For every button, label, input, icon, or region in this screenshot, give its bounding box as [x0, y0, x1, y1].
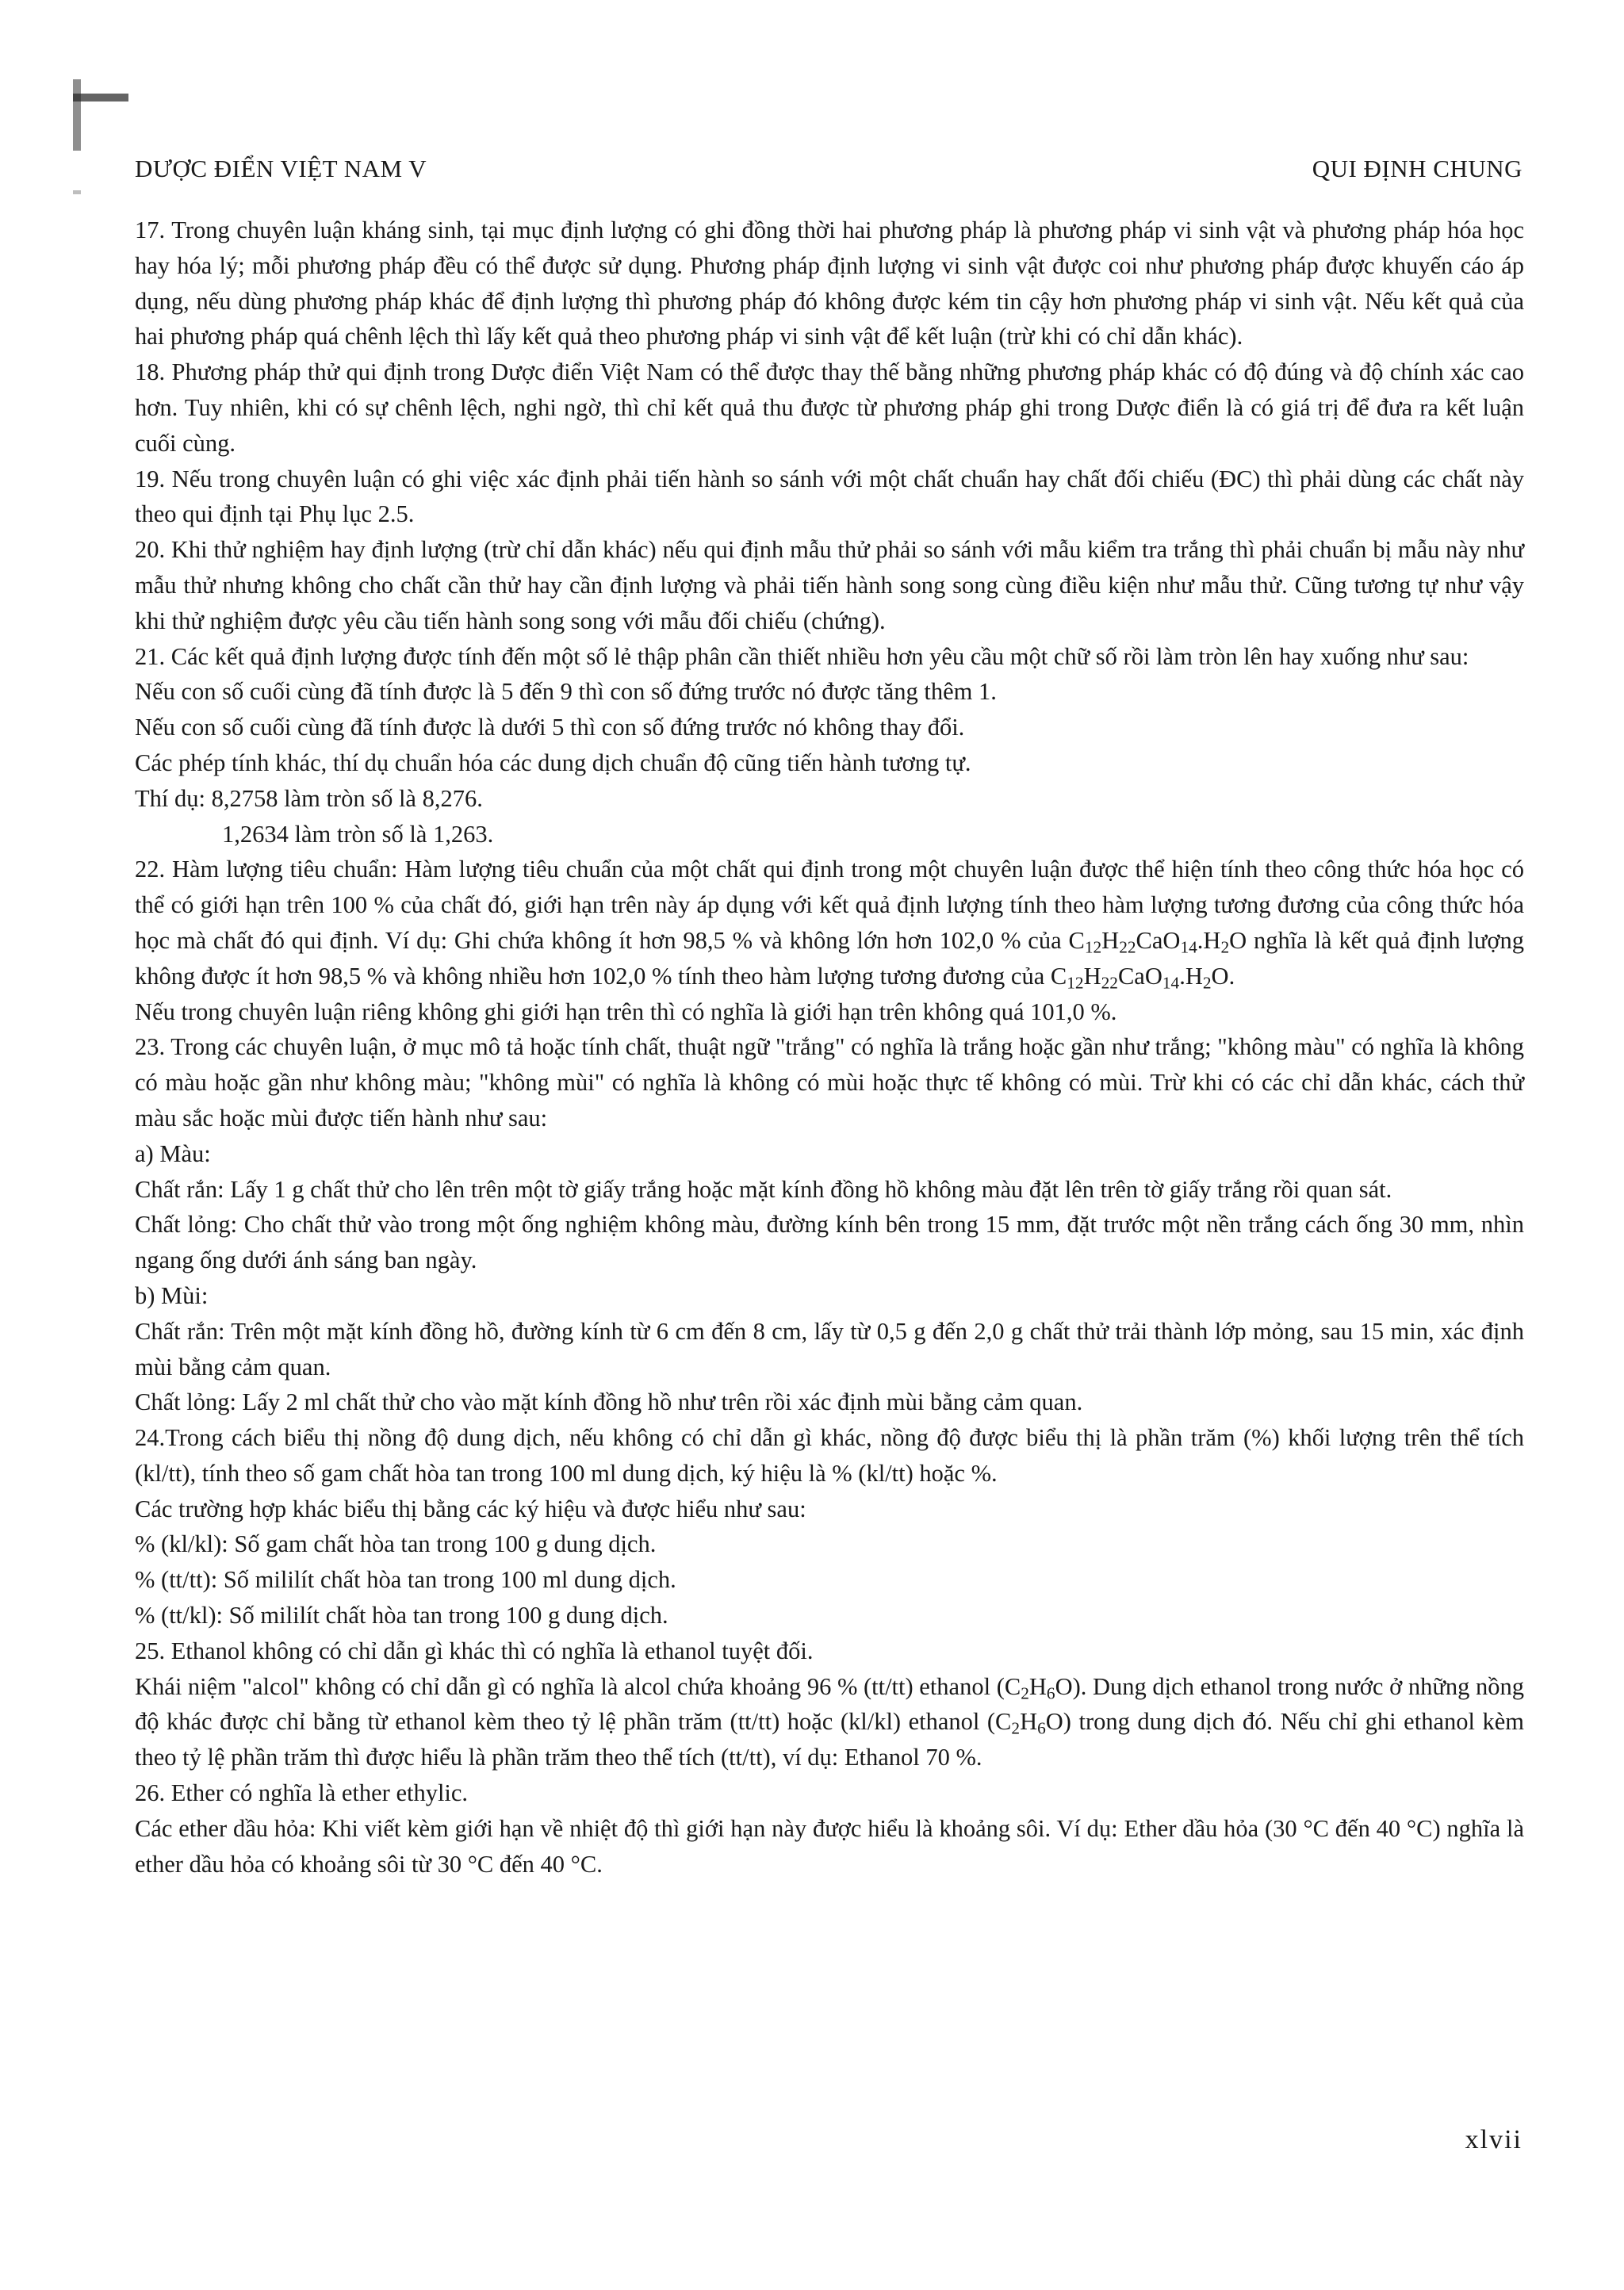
page-number: xlvii: [1465, 2125, 1522, 2154]
odor-heading: b) Mùi:: [135, 1281, 209, 1309]
rounding-example-1: Thí dụ: 8,2758 làm tròn số là 8,276.: [135, 784, 483, 812]
odor-solid: Chất rắn: Trên một mặt kính đồng hồ, đường kính từ 6 cm đến 8 cm, lấy từ 0,5 g đến 2,0 g chất thử trải thành lớp mỏng, sau 15 min, xác định mùi bằng cảm quan.: [135, 1317, 1524, 1381]
paragraph-22-text-b: nghĩa là kết quả định lượng không được ít hơn 98,5 % và không nhiều hơn 102,0 % tính theo hàm lượng tương đương của: [135, 926, 1524, 990]
rounding-rule-down: Nếu con số cuối cùng đã tính được là dưới 5 thì con số đứng trước nó không thay đổi.: [135, 714, 965, 741]
paragraph-25: 25. Ethanol không có chỉ dẫn gì khác thì có nghĩa là ethanol tuyệt đối.: [135, 1637, 814, 1664]
rounding-rule-up: Nếu con số cuối cùng đã tính được là 5 đến 9 thì con số đứng trước nó được tăng thêm 1.: [135, 678, 997, 706]
formula-ethanol-1: $C_2H_6O$: [1004, 1672, 1073, 1702]
other-notations: Các trường hợp khác biểu thị bằng các ký hiệu và được hiểu như sau:: [135, 1495, 806, 1522]
page-header: [135, 155, 1522, 193]
paragraph-18: 18. Phương pháp thử qui định trong Dược điển Việt Nam có thể được thay thế bằng những phương pháp khác có độ đúng và độ chính xác cao hơn. Tuy nhiên, khi có sự chênh lệch, nghi ngờ, thì chỉ kết quả thu được từ phương pháp ghi trong Dược điển là có giá trị để đưa ra kết luận cuối cùng.: [135, 358, 1524, 457]
paragraph-21: 21. Các kết quả định lượng được tính đến một số lẻ thập phân cần thiết nhiều hơn yêu cầu một chữ số rồi làm tròn lên hay xuống như sau:: [135, 642, 1469, 670]
paragraph-26: 26. Ether có nghĩa là ether ethylic.: [135, 1779, 469, 1807]
paragraph-20: 20. Khi thử nghiệm hay định lượng (trừ chỉ dẫn khác) nếu qui định mẫu thử phải so sánh với mẫu kiểm tra trắng thì phải chuẩn bị mẫu này như mẫu thử nhưng không cho chất cần thử hay cần định lượng và phải tiến hành song song cùng điều kiện như mẫu thử. Cũng tương tự như vậy khi thử nghiệm được yêu cầu tiến hành song song với mẫu đối chiếu (chứng).: [135, 536, 1524, 634]
alcol-definition: Khái niệm "alcol" không có chỉ dẫn gì có nghĩa là alcol chứa khoảng 96 % (tt/tt) ethanol $(C_2H_6O)$. Dung dịch ethanol trong nước ở những nồng độ khác được chỉ bằng từ ethanol kèm theo tỷ lệ phần trăm (tt/tt) hoặc (kl/kl) ethanol $(C_2H_6O)$ trong dung dịch đó. Nếu chỉ ghi ethanol kèm theo tỷ lệ phần trăm thì được hiểu là phần trăm theo thể tích (tt/tt), ví dụ: Ethanol 70 %.: [135, 1672, 1524, 1771]
page-body: [135, 213, 1524, 1882]
petroleum-ether: Các ether dầu hỏa: Khi viết kèm giới hạn về nhiệt độ thì giới hạn này được hiểu là khoảng sôi. Ví dụ: Ether dầu hỏa (30 °C đến 40 °C) nghĩa là ether dầu hỏa có khoảng sôi từ 30 °C đến 40 °C.: [135, 1814, 1524, 1878]
color-liquid: Chất lỏng: Cho chất thử vào trong một ống nghiệm không màu, đường kính bên trong 15 mm, đặt trước một nền trắng cách ống 30 mm, nhìn ngang ống dưới ánh sáng ban ngày.: [135, 1211, 1524, 1274]
odor-liquid: Chất lỏng: Lấy 2 ml chất thử cho vào mặt kính đồng hồ như trên rồi xác định mùi bằng cảm quan.: [135, 1388, 1083, 1416]
formula-2: $C_{12}H_{22}CaO_{14}.H_2O$: [1050, 962, 1229, 993]
upper-limit-note: Nếu trong chuyên luận riêng không ghi giới hạn trên thì có nghĩa là giới hạn trên không quá 101,0 %.: [135, 998, 1117, 1025]
paragraph-22: 22. Hàm lượng tiêu chuẩn: Hàm lượng tiêu chuẩn của một chất qui định trong một chuyên luận được thể hiện tính theo công thức hóa học có thể có giới hạn trên 100 % của chất đó, giới hạn trên này áp dụng với kết quả định lượng tính theo hàm lượng tương đương của công thức hóa học mà chất đó qui định. Ví dụ: Ghi chứa không ít hơn 98,5 % và không lớn hơn 102,0 % của $C_{12}H_{22}CaO_{14}.H_2O$ nghĩa là kết quả định lượng không được ít hơn 98,5 % và không nhiều hơn 102,0 % tính theo hàm lượng tương đương của $C_{12}H_{22}CaO_{14}.H_2O$.: [135, 856, 1524, 993]
notation-tt-tt: % (tt/tt): Số mililít chất hòa tan trong 100 ml dung dịch.: [135, 1566, 676, 1594]
scan-corner-mark: [73, 94, 128, 101]
paragraph-19: 19. Nếu trong chuyên luận có ghi việc xác định phải tiến hành so sánh với một chất chuẩn hay chất đối chiếu (ĐC) thì phải dùng các chất này theo qui định tại Phụ lục 2.5.: [135, 465, 1524, 528]
notation-kl-kl: % (kl/kl): Số gam chất hòa tan trong 100 g dung dịch.: [135, 1530, 657, 1558]
color-heading: a) Màu:: [135, 1139, 211, 1167]
scan-edge-mark: [73, 79, 81, 2212]
header-book-title: DƯỢC ĐIỂN VIỆT NAM V: [135, 155, 427, 182]
formula-1: $C_{12}H_{22}CaO_{14}.H_2O$: [1068, 926, 1247, 957]
paragraph-17: 17. Trong chuyên luận kháng sinh, tại mục định lượng có ghi đồng thời hai phương pháp là phương pháp vi sinh vật và phương pháp hóa học hay hóa lý; mỗi phương pháp đều có thể được sử dụng. Phương pháp định lượng vi sinh vật được coi như phương pháp được khuyến cáo áp dụng, nếu dùng phương pháp khác để định lượng thì phương pháp đó không được kém tin cậy hơn phương pháp vi sinh vật. Nếu kết quả của hai phương pháp quá chênh lệch thì lấy kết quả theo phương pháp vi sinh vật để kết luận (trừ khi có chỉ dẫn khác).: [135, 216, 1524, 350]
rounding-example-2: 1,2634 làm tròn số là 1,263.: [222, 820, 494, 848]
paragraph-22-text-a: 22. Hàm lượng tiêu chuẩn: Hàm lượng tiêu chuẩn của một chất qui định trong một chuyên luận được thể hiện tính theo công thức hóa học có thể có giới hạn trên 100 % của chất đó, giới hạn trên này áp dụng với kết quả định lượng tính theo hàm lượng tương đương của công thức hóa học mà chất đó qui định. Ví dụ: Ghi chứa không ít hơn 98,5 % và không lớn hơn 102,0 % của: [135, 856, 1524, 954]
paragraph-23: 23. Trong các chuyên luận, ở mục mô tả hoặc tính chất, thuật ngữ "trắng" có nghĩa là trắng hoặc gần như trắng; "không màu" có nghĩa là không có màu hoặc gần như không màu; "không mùi" có nghĩa là không có mùi hoặc thực tế không có mùi. Trừ khi có các chỉ dẫn khác, cách thử màu sắc hoặc mùi được tiến hành như sau:: [135, 1033, 1524, 1132]
header-section-title: QUI ĐỊNH CHUNG: [1312, 155, 1522, 182]
rounding-rule-other: Các phép tính khác, thí dụ chuẩn hóa các dung dịch chuẩn độ cũng tiến hành tương tự.: [135, 749, 971, 776]
color-solid: Chất rắn: Lấy 1 g chất thử cho lên trên một tờ giấy trắng hoặc mặt kính đồng hồ không màu đặt lên trên tờ giấy trắng rồi quan sát.: [135, 1175, 1392, 1203]
formula-ethanol-2: $C_2H_6O$: [995, 1708, 1063, 1738]
paragraph-24: 24.Trong cách biểu thị nồng độ dung dịch, nếu không có chỉ dẫn gì khác, nồng độ được biểu thị là phần trăm (%) khối lượng trên thể tích (kl/tt), tính theo số gam chất hòa tan trong 100 ml dung dịch, ký hiệu là % (kl/tt) hoặc %.: [135, 1424, 1524, 1487]
notation-tt-kl: % (tt/kl): Số mililít chất hòa tan trong 100 g dung dịch.: [135, 1602, 668, 1629]
